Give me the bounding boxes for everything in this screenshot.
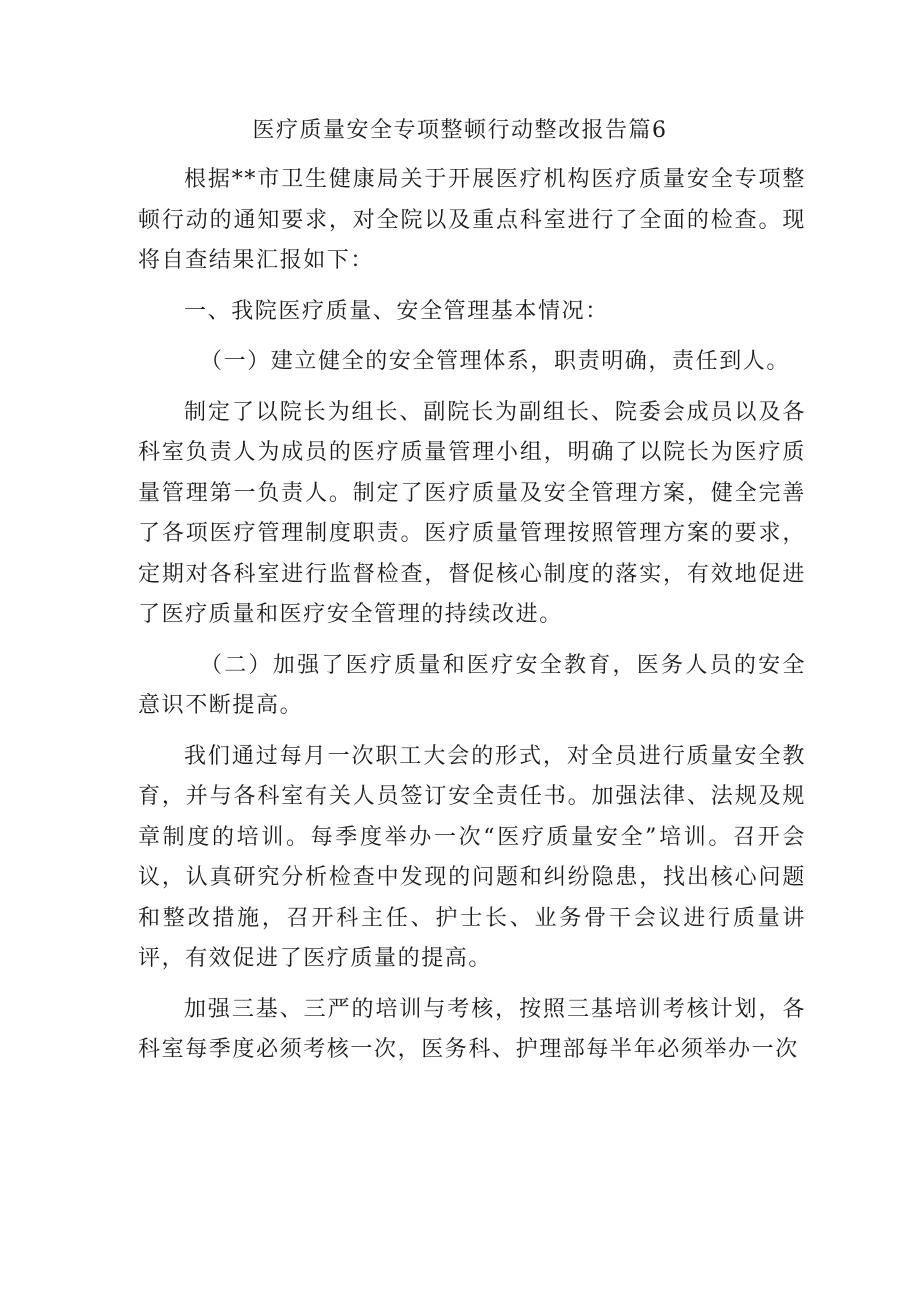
body-paragraph: 制定了以院长为组长、副院长为副组长、院委会成员以及各科室负责人为成员的医疗质量管理小组，明确了以院长为医疗质量管理第一负责人。制定了医疗质量及安全管理方案，健全完善了各项医疗管理制度职责。医疗质量管理按照管理方案的要求，定期对各科室进行监督检查，督促核心制度的落实，有效地促进了医疗质量和医疗安全管理的持续改进。 [138, 399, 806, 627]
subsection-heading-1: （一）建立健全的安全管理体系，职责明确，责任到人。 [200, 349, 791, 374]
section-heading-1: 一、我院医疗质量、安全管理基本情况： [184, 298, 609, 324]
document-body [138, 160, 806, 1071]
body-paragraph: 我们通过每月一次职工大会的形式，对全员进行质量安全教育，并与各科室有关人员签订安全责任书。加强法律、法规及规章制度的培训。每季度举办一次“医疗质量安全”培训。召开会议，认真研究分析检查中发现的问题和纠纷隐患，找出核心问题和整改措施，召开科主任、护士长、业务骨干会议进行质量讲评，有效促进了医疗质量的提高。 [138, 743, 806, 971]
intro-paragraph: 根据**市卫生健康局关于开展医疗机构医疗质量安全专项整顿行动的通知要求，对全院以及重点科室进行了全面的检查。现将自查结果汇报如下： [138, 167, 806, 273]
body-paragraph: 加强三基、三严的培训与考核，按照三基培训考核计划，各科室每季度必须考核一次，医务科、护理部每半年必须举办一次 [138, 996, 806, 1062]
document-title: 医疗质量安全专项整顿行动整改报告篇6 [252, 118, 668, 143]
subsection-heading-2: （二）加强了医疗质量和医疗安全教育，医务人员的安全意识不断提高。 [138, 652, 806, 718]
